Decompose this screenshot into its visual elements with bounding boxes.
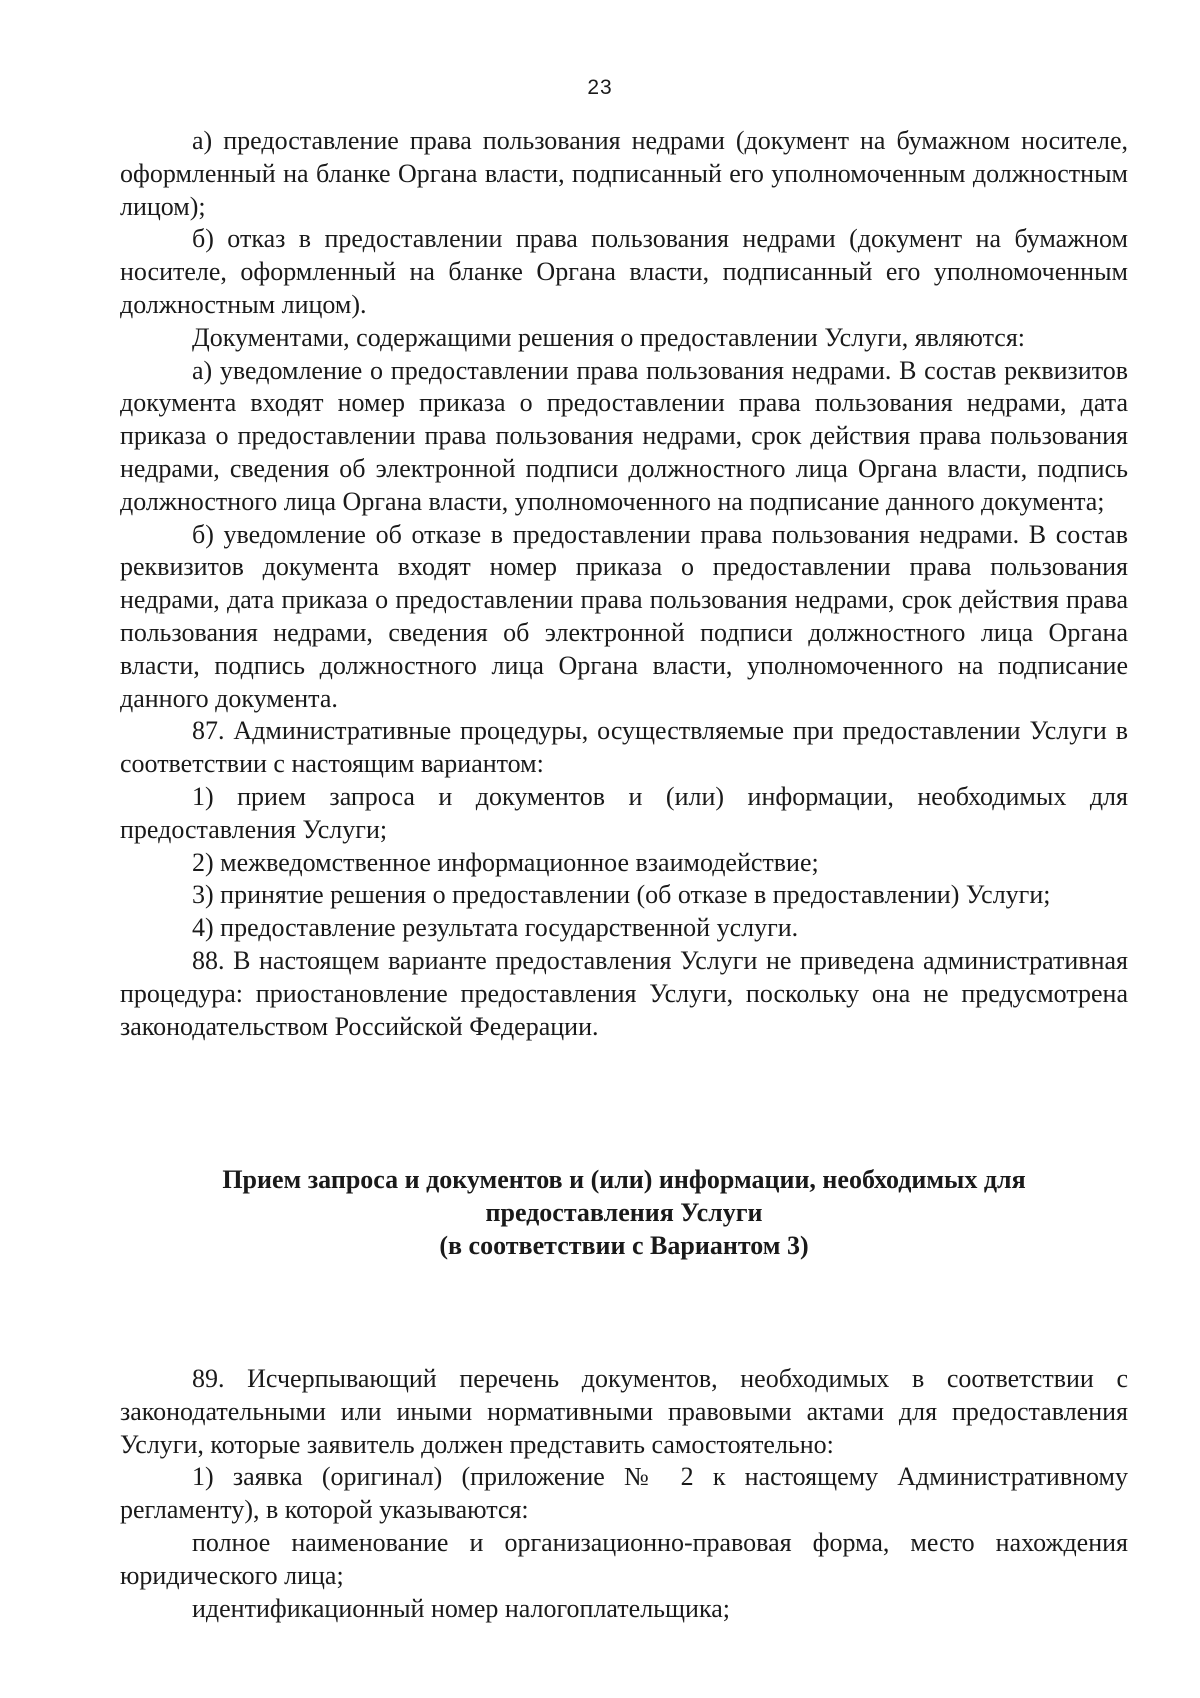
list-item-procedure-2: 2) межведомственное информационное взаимодействие;: [192, 847, 819, 877]
body-text-top: [120, 125, 1128, 1043]
paragraph-89-documents-list: 89. Исчерпывающий перечень документов, необходимых в соответствии с законодательными или иными нормативными правовыми актами для предоставления Услуги, которые заявитель должен представить самостоятельно:: [120, 1364, 1128, 1459]
list-item-procedure-1: 1) прием запроса и документов и (или) информации, необходимых для предоставления Услуги;: [120, 781, 1128, 844]
paragraph-result-grant: а) предоставление права пользования недрами (документ на бумажном носителе, оформленный на бланке Органа власти, подписанный его уполномоченным должностным лицом);: [120, 126, 1128, 221]
body-text-bottom: [120, 1363, 1128, 1625]
section-heading-line-3: (в соответствии с Вариантом 3): [439, 1231, 809, 1260]
section-heading-line-2: предоставления Услуги: [485, 1198, 763, 1227]
section-heading-line-1: Прием запроса и документов и (или) информации, необходимых для: [222, 1165, 1026, 1194]
list-item-application: 1) заявка (оригинал) (приложение № 2 к настоящему Административному регламенту), в которой указываются:: [120, 1462, 1128, 1525]
list-item-full-name: полное наименование и организационно-правовая форма, место нахождения юридического лица;: [120, 1527, 1128, 1590]
paragraph-88-suspension: 88. В настоящем варианте предоставления Услуги не приведена административная процедура: приостановление предоставления Услуги, поскольку она не предусмотрена законодательством Российской Федерации.: [120, 945, 1128, 1041]
section-heading: [120, 1163, 1128, 1262]
paragraph-87-procedures: 87. Административные процедуры, осуществляемые при предоставлении Услуги в соответствии с настоящим вариантом:: [120, 716, 1128, 779]
paragraph-decision-documents: Документами, содержащими решения о предоставлении Услуги, являются:: [192, 322, 1026, 352]
page-number: 23: [587, 76, 613, 99]
paragraph-result-refusal: б) отказ в предоставлении права пользования недрами (документ на бумажном носителе, оформленный на бланке Органа власти, подписанный его уполномоченным должностным лицом).: [120, 224, 1128, 319]
list-item-procedure-4: 4) предоставление результата государственной услуги.: [192, 913, 799, 943]
list-item-taxpayer-id: идентификационный номер налогоплательщика;: [192, 1593, 730, 1623]
list-item-procedure-3: 3) принятие решения о предоставлении (об отказе в предоставлении) Услуги;: [192, 880, 1051, 910]
paragraph-notice-grant: а) уведомление о предоставлении права пользования недрами. В состав реквизитов документа входят номер приказа о предоставлении права пользования недрами, дата приказа о предоставлении права пользования недрами, срок действия права пользования недрами, сведения об электронной подписи должностного лица Органа власти, подпись должностного лица Органа власти, уполномоченного на подписание данного документа;: [120, 355, 1128, 516]
paragraph-notice-refusal: б) уведомление об отказе в предоставлении права пользования недрами. В состав реквизитов документа входят номер приказа о предоставлении права пользования недрами, дата приказа о предоставлении права пользования недрами, срок действия права пользования недрами, сведения об электронной подписи должностного лица Органа власти, подпись должностного лица Органа власти, уполномоченного на подписание данного документа.: [120, 519, 1128, 713]
